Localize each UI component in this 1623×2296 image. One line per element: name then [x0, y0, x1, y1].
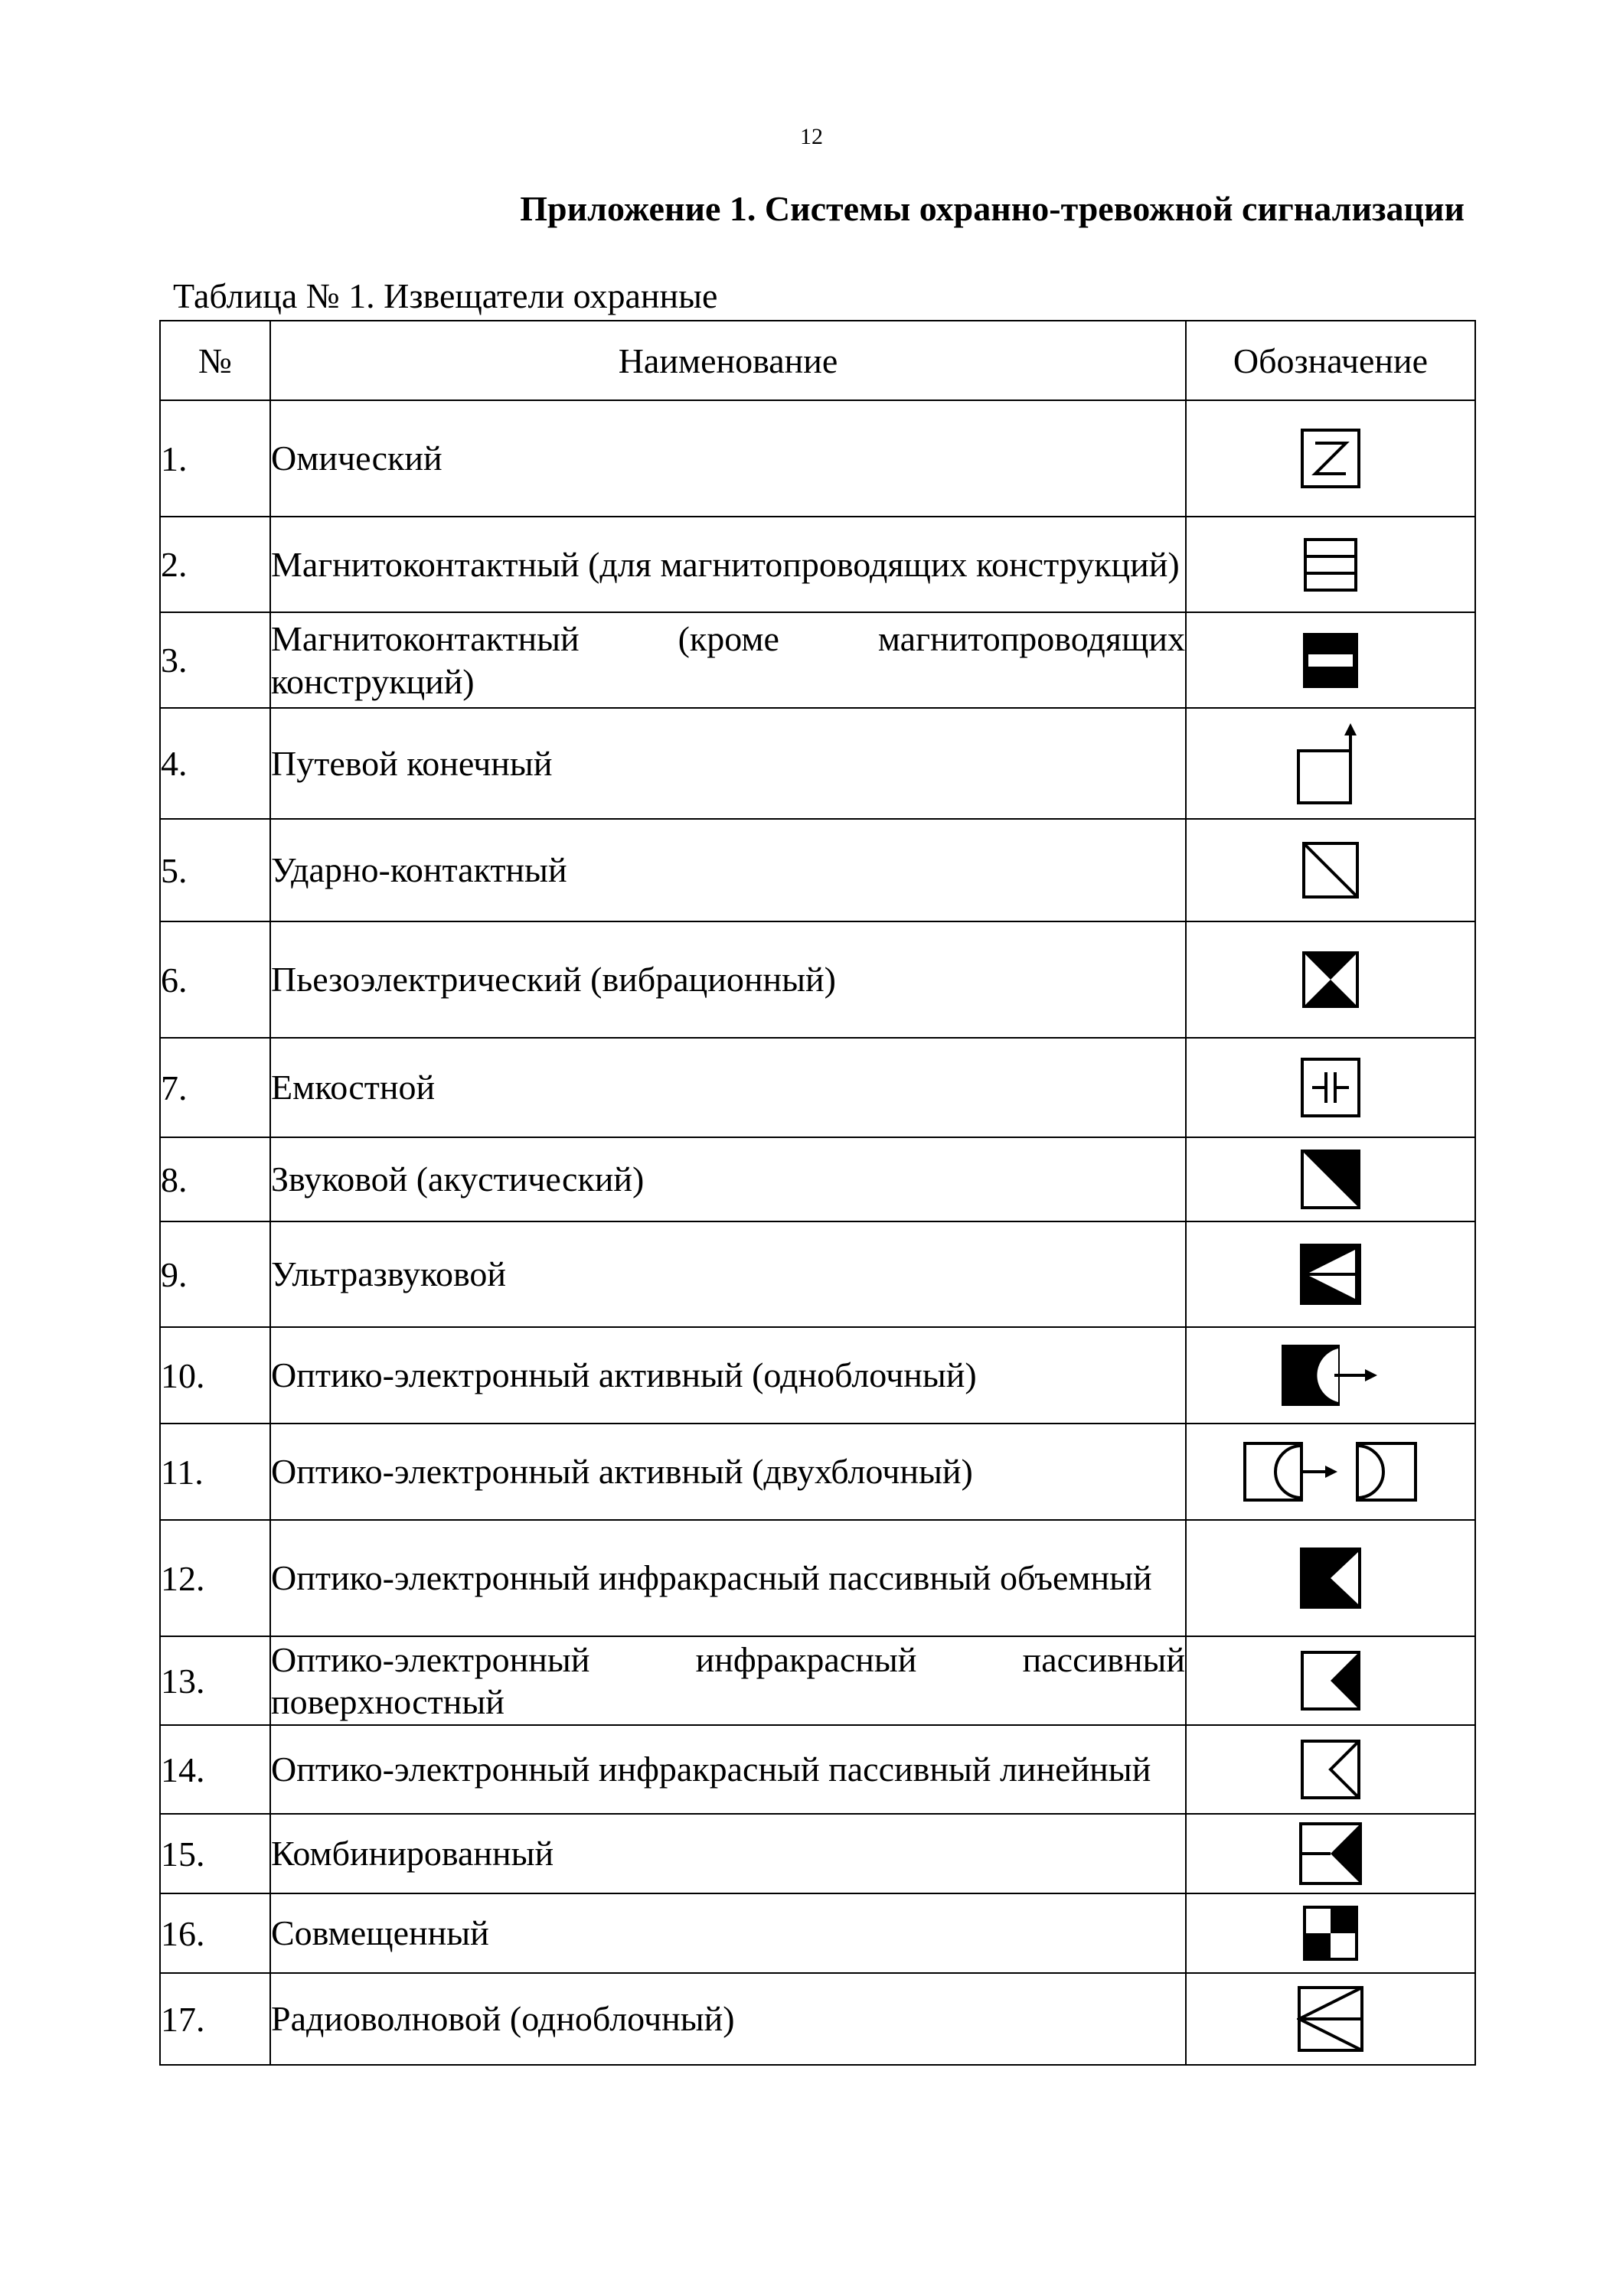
table-row — [160, 1520, 1475, 1636]
row-name: Оптико-электронный инфракрасный пассивный линейный — [270, 1725, 1186, 1814]
table-row — [160, 819, 1475, 921]
table-row — [160, 1893, 1475, 1973]
integrated-icon — [1303, 1906, 1358, 1961]
optical-active-dual-icon — [1243, 1441, 1419, 1502]
table-row — [160, 1424, 1475, 1520]
pir-linear-icon — [1300, 1739, 1361, 1800]
row-name: Совмещенный — [270, 1893, 1186, 1973]
table-row — [160, 1221, 1475, 1327]
table-row — [160, 1973, 1475, 2065]
row-number: 5. — [160, 819, 270, 921]
table-row — [160, 1137, 1475, 1221]
table-row — [160, 1814, 1475, 1893]
table-caption: Таблица № 1. Извещатели охранные — [173, 276, 718, 315]
row-number: 16. — [160, 1893, 270, 1973]
optical-active-single-icon — [1281, 1344, 1380, 1407]
ultrasonic-icon — [1300, 1244, 1361, 1305]
table-row — [160, 1038, 1475, 1137]
row-name: Радиоволновой (одноблочный) — [270, 1973, 1186, 2065]
row-name: Оптико-электронный инфракрасный пассивный объемный — [270, 1520, 1186, 1636]
row-name: Магнитоконтактный (кроме магнитопроводящих конструкций) — [270, 612, 1186, 708]
piezo-icon — [1302, 951, 1359, 1008]
row-number: 17. — [160, 1973, 270, 2065]
magnetic-contact-icon — [1303, 537, 1358, 592]
table-row — [160, 612, 1475, 708]
row-number: 4. — [160, 708, 270, 819]
ohmic-icon — [1300, 428, 1361, 489]
header-name: Наименование — [270, 321, 1186, 400]
pir-surface-icon — [1300, 1650, 1361, 1711]
row-name: Омический — [270, 400, 1186, 517]
row-number: 11. — [160, 1424, 270, 1520]
row-name: Оптико-электронный активный (одноблочный) — [270, 1327, 1186, 1424]
row-name: Пьезоэлектрический (вибрационный) — [270, 921, 1186, 1038]
row-number: 1. — [160, 400, 270, 517]
table-row — [160, 1327, 1475, 1424]
magnetic-contact-filled-icon — [1303, 633, 1358, 688]
row-number: 14. — [160, 1725, 270, 1814]
appendix-title: Приложение 1. Системы охранно-тревожной сигнализации — [520, 189, 1465, 228]
row-number: 2. — [160, 517, 270, 612]
table-row — [160, 708, 1475, 819]
row-name: Оптико-электронный инфракрасный пассивный поверхностный — [270, 1636, 1186, 1725]
row-number: 8. — [160, 1137, 270, 1221]
row-name: Магнитоконтактный (для магнитопроводящих конструкций) — [270, 517, 1186, 612]
capacitive-icon — [1300, 1057, 1361, 1118]
detectors-table — [159, 320, 1476, 2066]
table-row — [160, 921, 1475, 1038]
row-number: 15. — [160, 1814, 270, 1893]
radiowave-icon — [1297, 1985, 1364, 2053]
table-row — [160, 400, 1475, 517]
combined-icon — [1298, 1821, 1363, 1886]
header-symbol: Обозначение — [1186, 321, 1475, 400]
row-name: Путевой конечный — [270, 708, 1186, 819]
row-name: Емкостной — [270, 1038, 1186, 1137]
pir-volume-icon — [1300, 1548, 1361, 1609]
row-number: 3. — [160, 612, 270, 708]
row-name: Звуковой (акустический) — [270, 1137, 1186, 1221]
row-name: Оптико-электронный активный (двухблочный) — [270, 1424, 1186, 1520]
row-number: 12. — [160, 1520, 270, 1636]
table-row — [160, 517, 1475, 612]
table-row — [160, 1725, 1475, 1814]
row-name: Комбинированный — [270, 1814, 1186, 1893]
row-number: 6. — [160, 921, 270, 1038]
row-number: 13. — [160, 1636, 270, 1725]
row-number: 9. — [160, 1221, 270, 1327]
row-number: 10. — [160, 1327, 270, 1424]
row-number: 7. — [160, 1038, 270, 1137]
row-name: Ударно-контактный — [270, 819, 1186, 921]
shock-contact-icon — [1301, 841, 1360, 899]
header-number: № — [160, 321, 270, 400]
table-header-row — [160, 321, 1475, 400]
table-row — [160, 1636, 1475, 1725]
acoustic-icon — [1300, 1149, 1361, 1210]
row-name: Ультразвуковой — [270, 1221, 1186, 1327]
page-number: 12 — [800, 124, 823, 149]
limit-switch-icon — [1296, 722, 1365, 806]
